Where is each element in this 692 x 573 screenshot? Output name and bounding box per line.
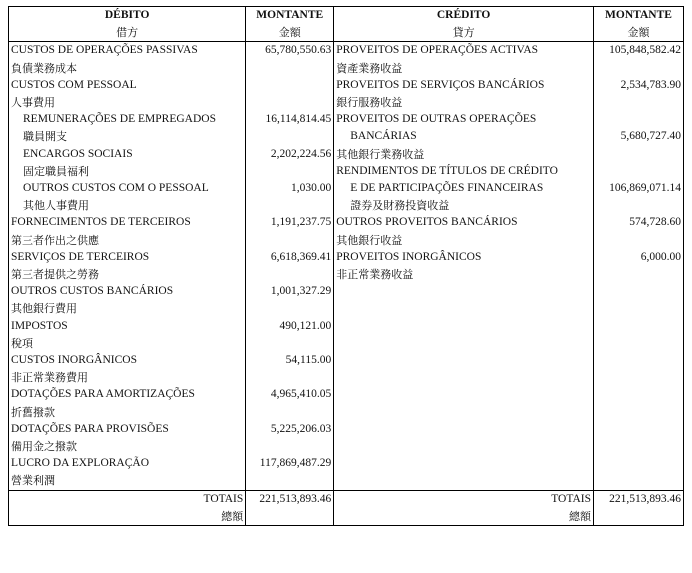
- credit-totals-label: [334, 490, 594, 525]
- debit-amount: 54,115.00: [246, 352, 334, 369]
- credit-amount: 105,848,582.42: [593, 42, 683, 60]
- table-row: [9, 404, 684, 421]
- table-row: [9, 300, 684, 317]
- debit-description: 職員開支: [9, 128, 246, 145]
- debit-description: 第三者作出之供應: [9, 232, 246, 249]
- table-row: [9, 77, 684, 94]
- debit-description: IMPOSTOS: [9, 318, 246, 335]
- credit-total-amount: 221,513,893.46: [593, 490, 683, 525]
- debit-description: 其他人事費用: [9, 197, 246, 214]
- credit-header-zh: 貸方: [452, 26, 475, 40]
- debit-description: 非正常業務費用: [9, 369, 246, 386]
- credit-description: PROVEITOS DE OPERAÇÕES ACTIVAS: [334, 42, 594, 60]
- table-row: [9, 318, 684, 335]
- debit-header-zh: 借方: [116, 26, 139, 40]
- debit-description: FORNECIMENTOS DE TERCEIROS: [9, 214, 246, 231]
- debit-description: 營業利潤: [9, 472, 246, 490]
- credit-amount: [593, 318, 683, 335]
- credit-amount: [593, 60, 683, 77]
- debit-amount-header-pt: MONTANTE: [256, 9, 324, 21]
- debit-description: DOTAÇÕES PARA PROVISÕES: [9, 421, 246, 438]
- debit-description: OUTROS CUSTOS BANCÁRIOS: [9, 283, 246, 300]
- credit-amount: [593, 386, 683, 403]
- totals-row: [9, 490, 684, 525]
- credit-amount: [593, 300, 683, 317]
- table-row: [9, 352, 684, 369]
- table-row: [9, 214, 684, 231]
- debit-amount: 1,191,237.75: [246, 214, 334, 231]
- debit-description: 人事費用: [9, 94, 246, 111]
- credit-description: 證券及財務投資收益: [334, 197, 594, 214]
- debit-header: [9, 7, 246, 42]
- credit-description: [334, 300, 594, 317]
- debit-description: 負債業務成本: [9, 60, 246, 77]
- credit-amount: 106,869,071.14: [593, 180, 683, 197]
- credit-totals-label-pt: TOTAIS: [551, 492, 591, 505]
- table-row: [9, 386, 684, 403]
- credit-description: [334, 352, 594, 369]
- debit-description: LUCRO DA EXPLORAÇÃO: [9, 455, 246, 472]
- debit-amount: 1,030.00: [246, 180, 334, 197]
- debit-description: 第三者提供之勞務: [9, 266, 246, 283]
- debit-description: 折舊撥款: [9, 404, 246, 421]
- credit-amount: [593, 94, 683, 111]
- debit-header-pt: DÉBITO: [104, 9, 150, 21]
- debit-amount: 5,225,206.03: [246, 421, 334, 438]
- credit-amount: [593, 472, 683, 490]
- credit-amount: [593, 455, 683, 472]
- debit-amount: [246, 163, 334, 180]
- credit-amount: 574,728.60: [593, 214, 683, 231]
- debit-amount: [246, 438, 334, 455]
- debit-description: ENCARGOS SOCIAIS: [9, 146, 246, 163]
- debit-description: 備用金之撥款: [9, 438, 246, 455]
- credit-description: PROVEITOS INORGÂNICOS: [334, 249, 594, 266]
- debit-amount: [246, 94, 334, 111]
- credit-amount: [593, 197, 683, 214]
- debit-amount-header: [246, 7, 334, 42]
- credit-amount-header-pt: MONTANTE: [605, 9, 672, 21]
- credit-amount: [593, 232, 683, 249]
- table-row: [9, 163, 684, 180]
- credit-description: [334, 283, 594, 300]
- debit-amount: 65,780,550.63: [246, 42, 334, 60]
- credit-description: E DE PARTICIPAÇÕES FINANCEIRAS: [334, 180, 594, 197]
- debit-description: CUSTOS DE OPERAÇÕES PASSIVAS: [9, 42, 246, 60]
- ledger-body: [9, 42, 684, 490]
- table-row: [9, 369, 684, 386]
- debit-amount: [246, 197, 334, 214]
- credit-amount-header: [593, 7, 683, 42]
- table-row: [9, 197, 684, 214]
- table-row: [9, 266, 684, 283]
- credit-header: [334, 7, 594, 42]
- debit-amount: 1,001,327.29: [246, 283, 334, 300]
- debit-description: SERVIÇOS DE TERCEIROS: [9, 249, 246, 266]
- debit-amount: [246, 60, 334, 77]
- credit-description: PROVEITOS DE SERVIÇOS BANCÁRIOS: [334, 77, 594, 94]
- table-row: [9, 180, 684, 197]
- credit-amount-header-zh: 金額: [627, 26, 650, 40]
- credit-description: [334, 455, 594, 472]
- debit-amount: 4,965,410.05: [246, 386, 334, 403]
- credit-amount: [593, 369, 683, 386]
- debit-amount-header-zh: 金額: [278, 26, 301, 40]
- table-row: [9, 146, 684, 163]
- debit-totals-label: [9, 490, 246, 525]
- table-row: [9, 111, 684, 128]
- table-row: [9, 232, 684, 249]
- credit-description: RENDIMENTOS DE TÍTULOS DE CRÉDITO: [334, 163, 594, 180]
- credit-description: 銀行服務收益: [334, 94, 594, 111]
- table-row: [9, 60, 684, 77]
- table-row: [9, 455, 684, 472]
- credit-amount: 6,000.00: [593, 249, 683, 266]
- table-row: [9, 421, 684, 438]
- debit-amount: 490,121.00: [246, 318, 334, 335]
- table-row: [9, 472, 684, 490]
- debit-amount: 117,869,487.29: [246, 455, 334, 472]
- credit-description: 非正常業務收益: [334, 266, 594, 283]
- credit-description: [334, 386, 594, 403]
- credit-amount: 2,534,783.90: [593, 77, 683, 94]
- debit-totals-label-zh: 總額: [221, 509, 244, 523]
- debit-description: 其他銀行費用: [9, 300, 246, 317]
- credit-amount: [593, 352, 683, 369]
- table-row: [9, 283, 684, 300]
- credit-amount: [593, 111, 683, 128]
- debit-amount: [246, 128, 334, 145]
- credit-amount: [593, 283, 683, 300]
- credit-description: [334, 421, 594, 438]
- credit-description: PROVEITOS DE OUTRAS OPERAÇÕES: [334, 111, 594, 128]
- credit-description: [334, 335, 594, 352]
- credit-amount: [593, 146, 683, 163]
- credit-description: 其他銀行收益: [334, 232, 594, 249]
- credit-description: BANCÁRIAS: [334, 128, 594, 145]
- credit-amount: [593, 335, 683, 352]
- operating-account-table: [8, 6, 684, 526]
- table-row: [9, 249, 684, 266]
- debit-amount: [246, 404, 334, 421]
- credit-amount: [593, 438, 683, 455]
- credit-description: OUTROS PROVEITOS BANCÁRIOS: [334, 214, 594, 231]
- header-row: [9, 7, 684, 42]
- debit-description: REMUNERAÇÕES DE EMPREGADOS: [9, 111, 246, 128]
- debit-amount: [246, 369, 334, 386]
- debit-description: CUSTOS COM PESSOAL: [9, 77, 246, 94]
- debit-amount: [246, 77, 334, 94]
- table-row: [9, 42, 684, 60]
- debit-total-amount: 221,513,893.46: [246, 490, 334, 525]
- credit-amount: [593, 163, 683, 180]
- credit-description: [334, 318, 594, 335]
- table-row: [9, 438, 684, 455]
- debit-amount: 6,618,369.41: [246, 249, 334, 266]
- debit-description: CUSTOS INORGÂNICOS: [9, 352, 246, 369]
- credit-amount: [593, 421, 683, 438]
- credit-amount: [593, 266, 683, 283]
- credit-description: [334, 438, 594, 455]
- debit-amount: [246, 232, 334, 249]
- credit-amount: [593, 404, 683, 421]
- debit-totals-label-pt: TOTAIS: [203, 492, 244, 505]
- debit-amount: [246, 266, 334, 283]
- debit-amount: [246, 335, 334, 352]
- credit-description: [334, 369, 594, 386]
- table-row: [9, 128, 684, 145]
- debit-amount: 16,114,814.45: [246, 111, 334, 128]
- debit-description: DOTAÇÕES PARA AMORTIZAÇÕES: [9, 386, 246, 403]
- credit-description: 資產業務收益: [334, 60, 594, 77]
- debit-amount: [246, 300, 334, 317]
- debit-description: 固定職員福利: [9, 163, 246, 180]
- debit-description: OUTROS CUSTOS COM O PESSOAL: [9, 180, 246, 197]
- debit-description: 稅項: [9, 335, 246, 352]
- credit-amount: 5,680,727.40: [593, 128, 683, 145]
- debit-amount: 2,202,224.56: [246, 146, 334, 163]
- credit-totals-label-zh: 總額: [568, 509, 591, 523]
- debit-amount: [246, 472, 334, 490]
- table-row: [9, 94, 684, 111]
- table-row: [9, 335, 684, 352]
- credit-description: [334, 404, 594, 421]
- credit-header-pt: CRÉDITO: [436, 9, 491, 21]
- credit-description: 其他銀行業務收益: [334, 146, 594, 163]
- credit-description: [334, 472, 594, 490]
